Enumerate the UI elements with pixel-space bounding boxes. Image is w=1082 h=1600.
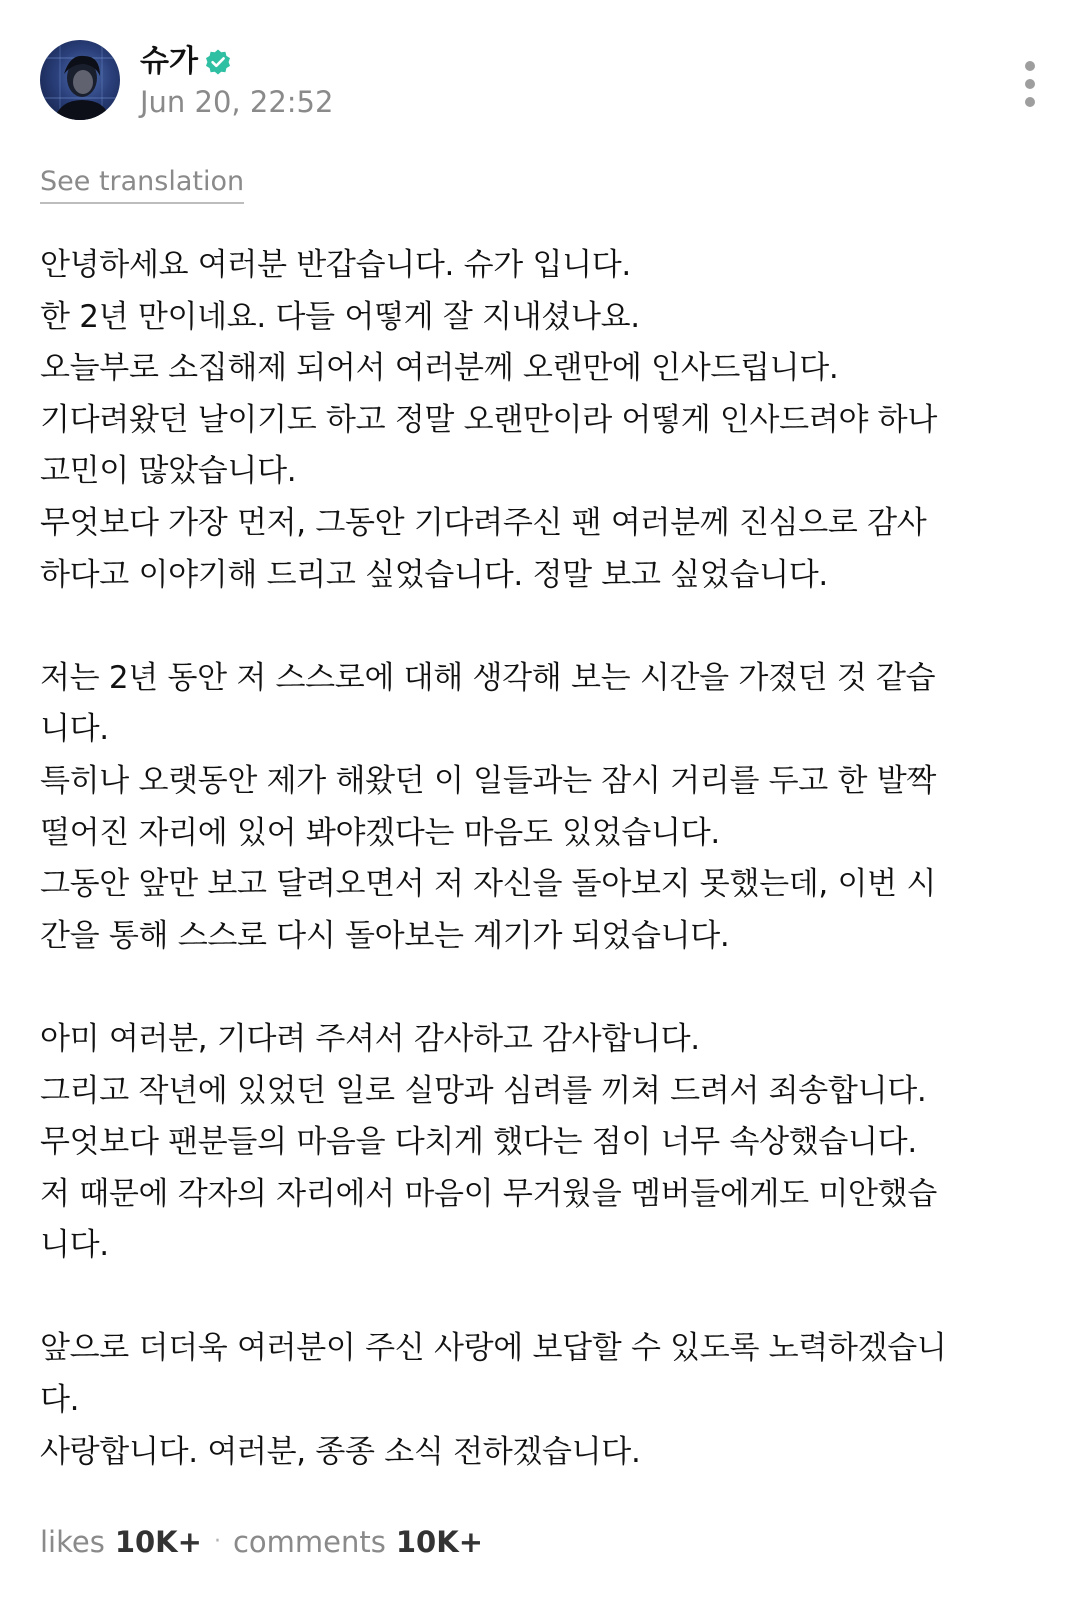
post-date: Jun 20, 22:52 (140, 85, 334, 119)
blank-line (40, 1272, 1040, 1324)
post-text-line: 한 2년 만이네요. 다들 어떻게 잘 지내셨나요. (40, 298, 640, 335)
post-stats (40, 1522, 483, 1562)
post-text-line: 고민이 많았습니다. (40, 453, 297, 490)
author (140, 42, 232, 82)
post-text-line: 아미 여러분, 기다려 주셔서 감사하고 감사합니다. (40, 1020, 700, 1057)
likes-count[interactable]: 10K+ (114, 1525, 202, 1559)
post-text-line: 무엇보다 가장 먼저, 그동안 기다려주신 팬 여러분께 진심으로 감사 (40, 504, 927, 541)
verified-badge-icon (204, 48, 232, 76)
post-text-line: 간을 통해 스스로 다시 돌아보는 계기가 되었습니다. (40, 917, 730, 954)
post-text-line: 오늘부로 소집해제 되어서 여러분께 오랜만에 인사드립니다. (40, 350, 839, 387)
blank-line (40, 962, 1040, 1014)
blank-line (40, 601, 1040, 653)
see-translation-link[interactable]: See translation (40, 164, 244, 204)
more-vertical-icon (1018, 58, 1042, 110)
post-text-line: 저는 2년 동안 저 스스로에 대해 생각해 보는 시간을 가졌던 것 같습 (40, 659, 936, 696)
post-text-line: 기다려왔던 날이기도 하고 정말 오랜만이라 어떻게 인사드려야 하나 (40, 401, 937, 438)
likes-label[interactable]: likes (40, 1525, 105, 1559)
author-name[interactable]: 슈가 (140, 44, 198, 79)
post-text-line: 앞으로 더더욱 여러분이 주신 사랑에 보답할 수 있도록 노력하겠습니 (40, 1330, 947, 1367)
post-text-line: 저 때문에 각자의 자리에서 마음이 무거웠을 멤버들에게도 미안했습 (40, 1175, 937, 1212)
post-text-line: 안녕하세요 여러분 반갑습니다. 슈가 입니다. (40, 247, 631, 283)
stats-separator: · (213, 1529, 221, 1554)
post-text-line: 사랑합니다. 여러분, 종종 소식 전하겠습니다. (40, 1433, 641, 1470)
comments-label[interactable]: comments (232, 1525, 386, 1559)
post-text-line: 특히나 오랫동안 제가 해왔던 이 일들과는 잠시 거리를 두고 한 발짝 (40, 762, 936, 799)
post-text-line: 니다. (40, 1227, 109, 1264)
post-text-line: 그동안 앞만 보고 달려오면서 저 자신을 돌아보지 못했는데, 이번 시 (40, 866, 936, 903)
avatar-image (40, 40, 120, 120)
avatar[interactable] (40, 40, 120, 120)
post-body (40, 240, 1040, 1478)
post-text-line: 하다고 이야기해 드리고 싶었습니다. 정말 보고 싶었습니다. (40, 556, 828, 593)
more-options-button[interactable] (1018, 58, 1042, 110)
post-text-line: 다. (40, 1382, 80, 1419)
post-text-line: 니다. (40, 711, 109, 748)
post-text-line: 그리고 작년에 있었던 일로 실망과 심려를 끼쳐 드려서 죄송합니다. (40, 1072, 927, 1109)
comments-count[interactable]: 10K+ (395, 1525, 483, 1559)
post-text-line: 무엇보다 팬분들의 마음을 다치게 했다는 점이 너무 속상했습니다. (40, 1124, 917, 1161)
post-text-line: 떨어진 자리에 있어 봐야겠다는 마음도 있었습니다. (40, 814, 720, 851)
post-header (40, 40, 1042, 120)
